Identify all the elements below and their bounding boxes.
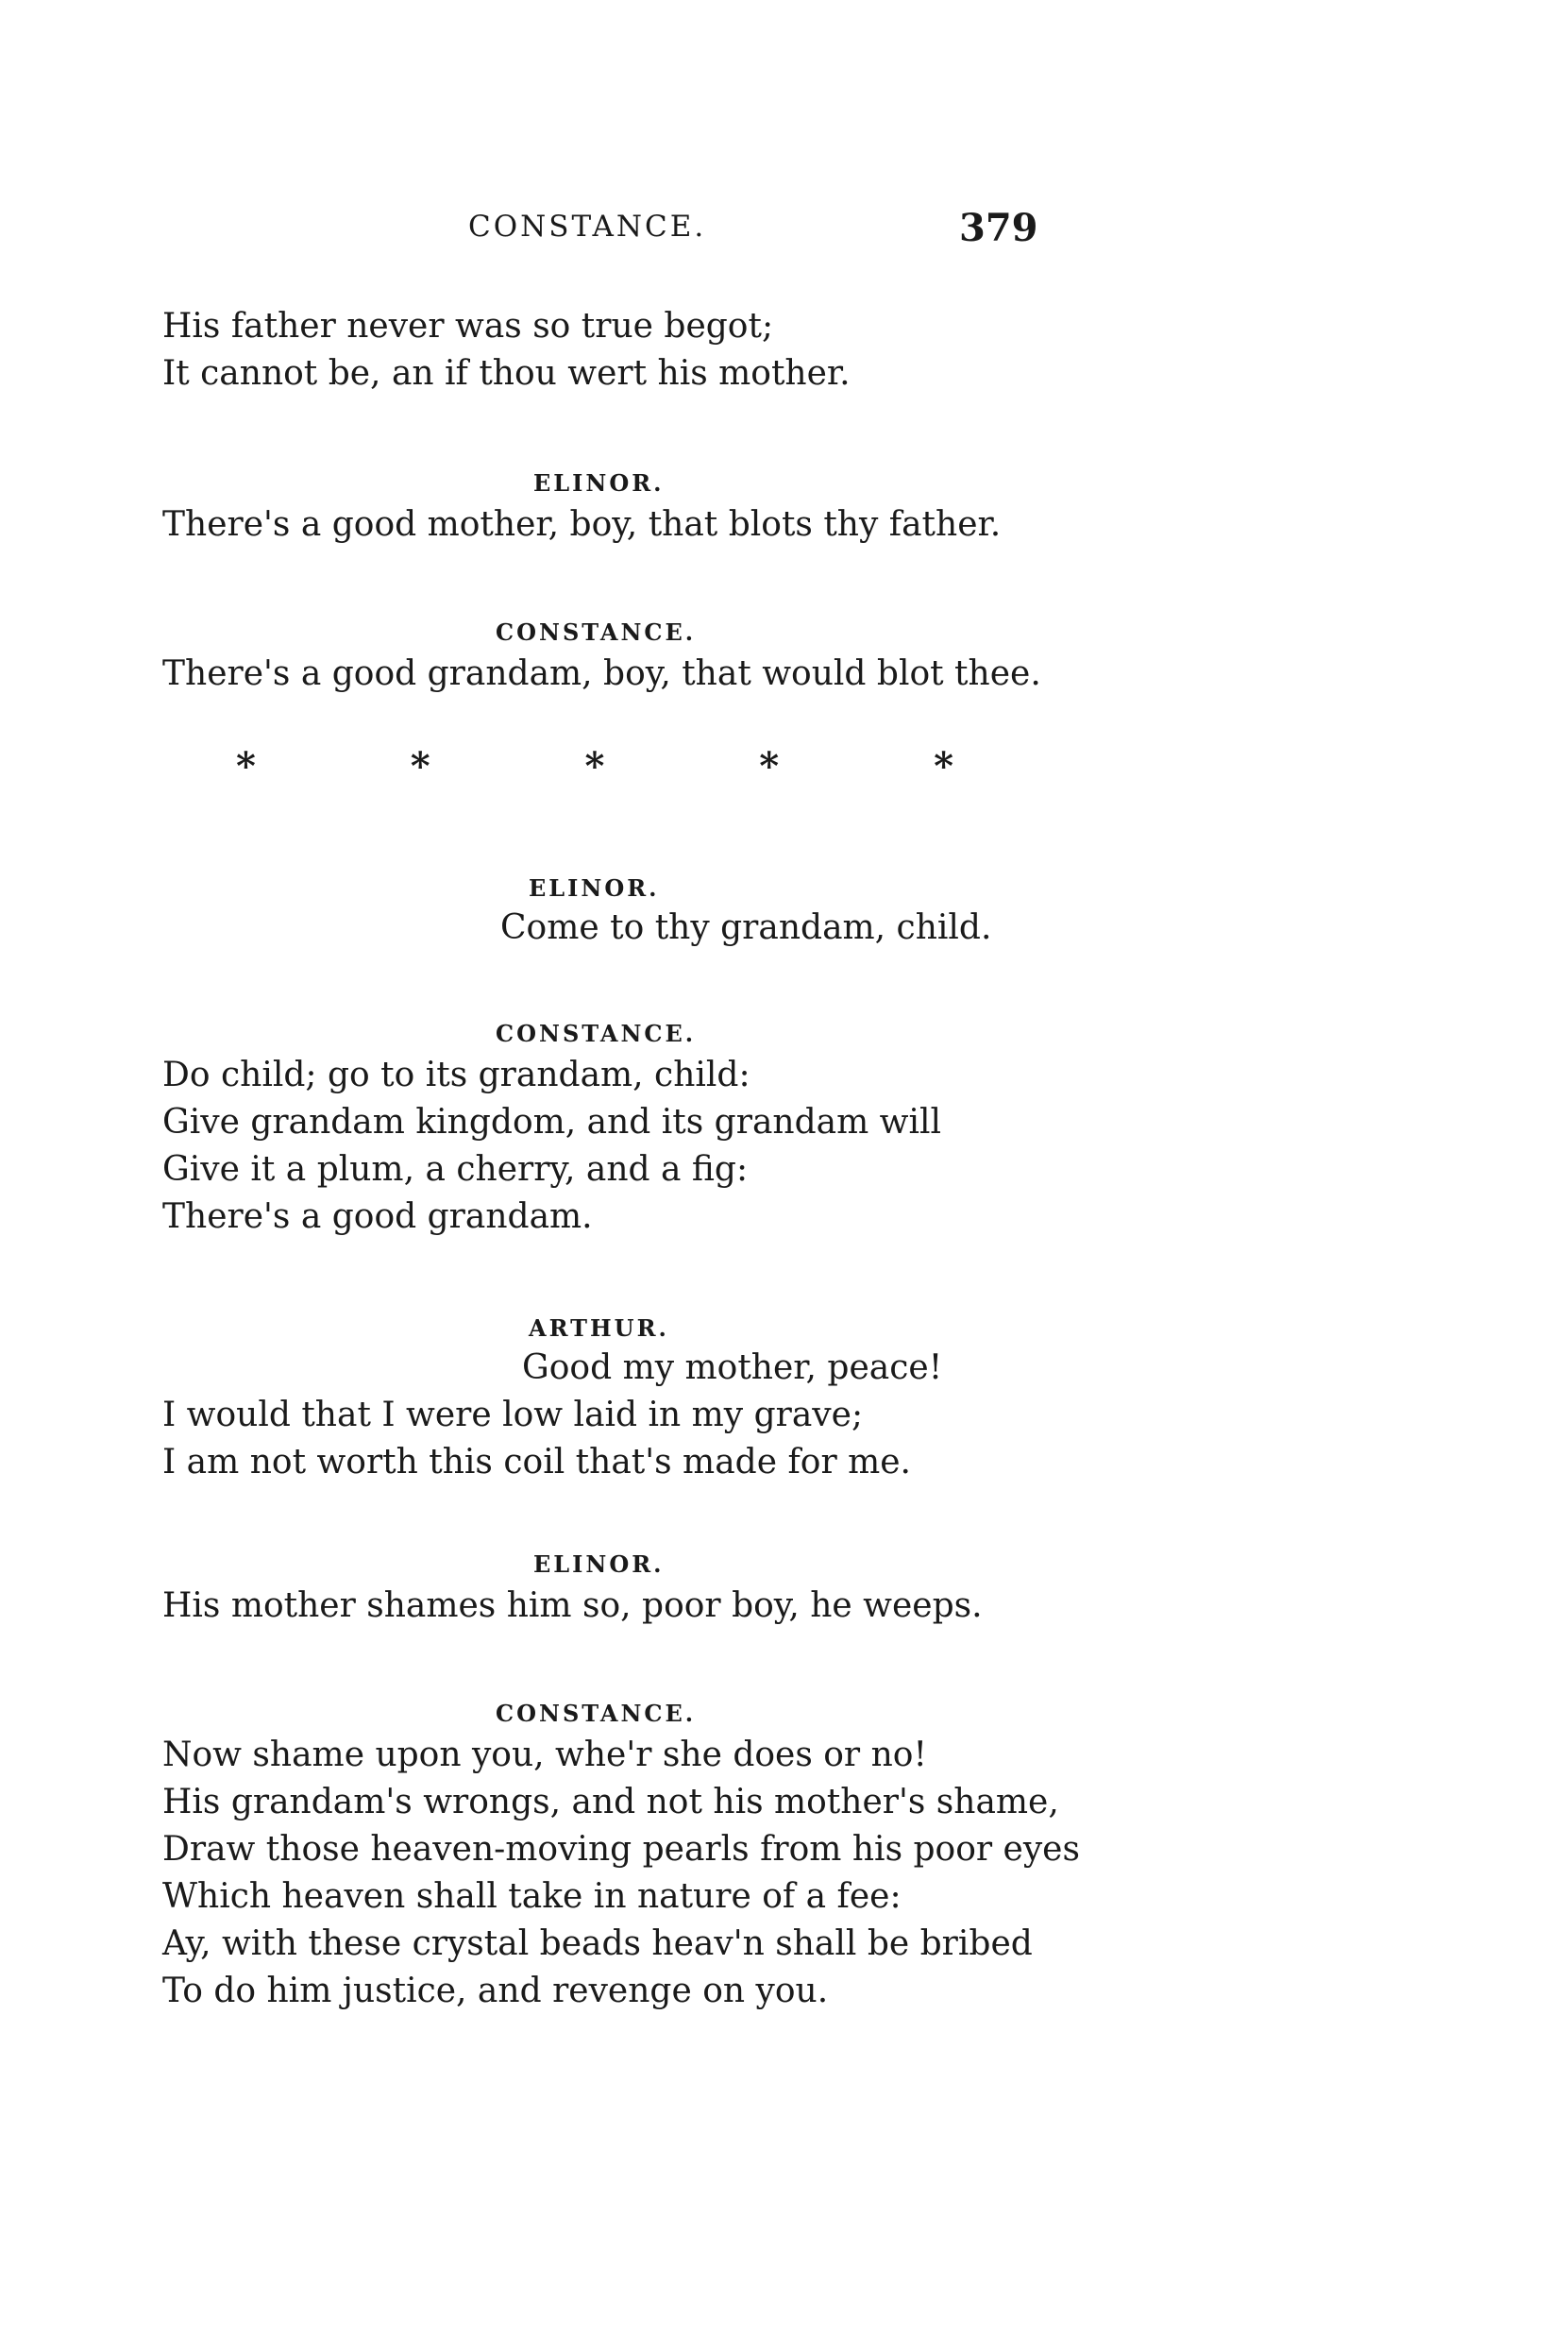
verse-line: To do him justice, and revenge on you. [162, 1972, 829, 2010]
speaker-name: CONSTANCE. [496, 1020, 697, 1047]
asterisk: * [410, 744, 430, 788]
verse-line: There's a good grandam. [162, 1197, 593, 1236]
verse-line: Good my mother, peace! [522, 1348, 943, 1387]
verse-line: His father never was so true begot; [162, 307, 774, 346]
speaker-name: ELINOR. [529, 874, 660, 902]
verse-line: There's a good mother, boy, that blots thy father. [162, 505, 1002, 544]
verse-line: I would that I were low laid in my grave; [162, 1396, 864, 1434]
asterisk: * [236, 744, 256, 788]
running-head: CONSTANCE. [468, 210, 707, 244]
verse-line: Come to thy grandam, child. [500, 908, 992, 947]
verse-line: His mother shames him so, poor boy, he weeps. [162, 1586, 983, 1625]
speaker-name: ARTHUR. [529, 1314, 669, 1342]
asterisk: * [759, 744, 780, 788]
scene-separator [236, 744, 953, 788]
verse-line: Give grandam kingdom, and its grandam will [162, 1103, 942, 1142]
verse-line: Give it a plum, a cherry, and a fig: [162, 1150, 749, 1189]
verse-line: It cannot be, an if thou wert his mother. [162, 354, 851, 393]
asterisk: * [934, 744, 953, 788]
verse-line: There's a good grandam, boy, that would blot thee. [162, 654, 1041, 693]
verse-line: Now shame upon you, whe'r she does or no! [162, 1736, 927, 1774]
verse-line: Draw those heaven-moving pearls from his poor eyes [162, 1830, 1080, 1869]
speaker-name: CONSTANCE. [496, 618, 697, 646]
speaker-name: ELINOR. [533, 1550, 665, 1578]
speaker-name: CONSTANCE. [496, 1700, 697, 1727]
verse-line: I am not worth this coil that's made for me. [162, 1443, 911, 1482]
verse-line: Which heaven shall take in nature of a fee: [162, 1877, 902, 1916]
verse-line: His grandam's wrongs, and not his mother's shame, [162, 1783, 1059, 1821]
verse-line: Ay, with these crystal beads heav'n shall be bribed [162, 1924, 1033, 1963]
speaker-name: ELINOR. [533, 469, 665, 497]
page-number: 379 [959, 206, 1038, 250]
verse-line: Do child; go to its grandam, child: [162, 1056, 750, 1094]
asterisk: * [584, 744, 605, 788]
